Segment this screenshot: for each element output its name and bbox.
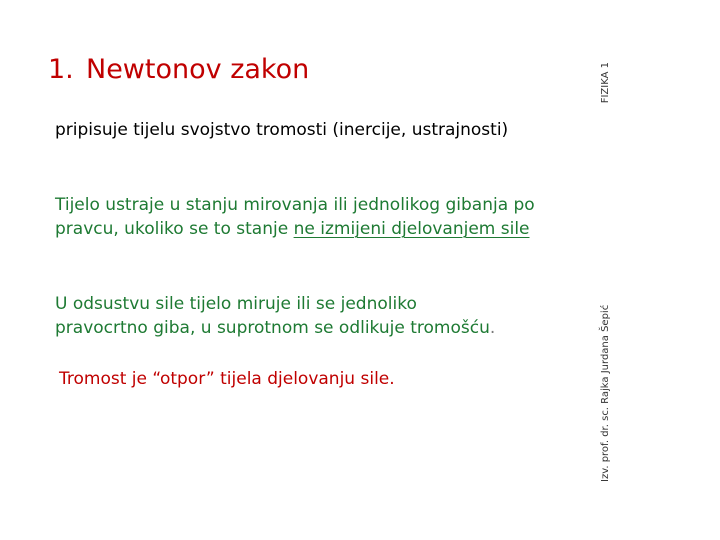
paragraph-absence-of-force [55,292,495,340]
paragraph-line: Tijelo ustraje u stanju mirovanja ili jednolikog gibanja po [55,195,535,215]
paragraph-line: U odsustvu sile tijelo miruje ili se jednoliko [55,294,417,314]
paragraph-text: pravcu, ukoliko se to stanje [55,219,294,239]
title-number: 1. [48,54,74,85]
paragraph-inertia-definition: Tromost je “otpor” tijela djelovanju sile. [59,369,395,389]
paragraph-line [55,217,535,241]
title-text: Newtonov zakon [86,54,310,85]
underlined-phrase: ne izmijeni djelovanjem sile [293,219,530,239]
vertical-footer [599,62,613,482]
slide-subtitle: pripisuje tijelu svojstvo tromosti (inercije, ustrajnosti) [55,120,509,140]
slide-title [48,50,309,90]
paragraph-line [55,316,495,340]
paragraph-first-law [55,193,535,241]
paragraph-period: . [489,318,496,338]
footer-course: FIZIKA 1 [600,62,611,104]
paragraph-text: pravocrtno giba, u suprotnom se odlikuje tromošću [55,318,490,338]
footer-author: Izv. prof. dr. sc. Rajka Jurdana Šepić [600,304,611,482]
